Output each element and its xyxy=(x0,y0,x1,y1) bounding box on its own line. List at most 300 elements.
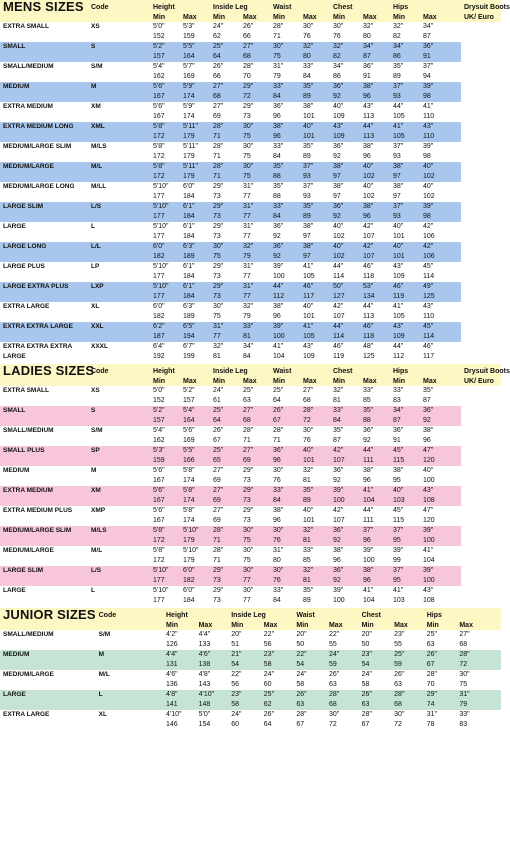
measure-imperial: 5'0" xyxy=(198,711,211,718)
measure-metric: 169 xyxy=(183,73,195,80)
measure-imperial: 28" xyxy=(243,427,254,434)
measure-metric: 67 xyxy=(361,721,370,728)
sub-header xyxy=(88,377,150,386)
measure-metric: 104 xyxy=(423,557,435,564)
measure-imperial: 33" xyxy=(273,203,284,210)
measure-metric: 78 xyxy=(426,721,435,728)
measure-metric: 102 xyxy=(363,193,375,200)
measure-metric: 100 xyxy=(363,557,375,564)
measure-metric: 91 xyxy=(393,437,401,444)
measure-imperial: 5'2" xyxy=(153,43,165,50)
measure-metric: 92 xyxy=(333,537,341,544)
section-title: LADIES SIZES xyxy=(3,363,95,378)
measure-imperial: 30" xyxy=(243,567,254,574)
measure-metric: 92 xyxy=(333,213,341,220)
measure-metric: 100 xyxy=(423,477,435,484)
sub-header: Max xyxy=(183,378,197,385)
measure-metric: 72 xyxy=(328,721,337,728)
measure-imperial: 32" xyxy=(303,527,314,534)
measure-imperial: 28" xyxy=(213,123,224,130)
measure-metric: 81 xyxy=(303,537,311,544)
measure-imperial: 6'0" xyxy=(183,567,195,574)
measure-metric: 63 xyxy=(394,681,402,688)
measure-imperial: 5'6" xyxy=(153,467,165,474)
measure-metric: 69 xyxy=(213,517,221,524)
measure-imperial: 39" xyxy=(363,547,374,554)
measure-imperial: 6'2" xyxy=(153,323,165,330)
measure-metric: 89 xyxy=(303,153,311,160)
column-header xyxy=(180,364,210,377)
measure-metric: 88 xyxy=(363,417,371,424)
measure-metric: 96 xyxy=(363,477,371,484)
measure-imperial: 30" xyxy=(213,303,224,310)
column-header: Drysuit Boots xyxy=(464,4,510,11)
empty-cell xyxy=(0,332,88,342)
empty-cell xyxy=(0,596,88,606)
measure-imperial: 33" xyxy=(363,387,374,394)
size-name: SMALL/MEDIUM xyxy=(3,631,54,638)
size-code: LXP xyxy=(91,283,104,290)
sub-header: Min xyxy=(273,378,286,385)
measure-metric: 125 xyxy=(423,293,435,300)
empty-cell xyxy=(0,476,88,486)
sub-header: Min xyxy=(426,622,439,629)
table-row xyxy=(0,42,501,52)
measure-metric: 71 xyxy=(273,33,281,40)
measure-imperial: 43" xyxy=(393,263,404,270)
measure-imperial: 31" xyxy=(243,263,254,270)
measure-metric: 56 xyxy=(263,641,272,648)
empty-cell xyxy=(0,152,88,162)
measure-imperial: 41" xyxy=(363,487,374,494)
size-code: L xyxy=(91,587,95,594)
measure-metric: 93 xyxy=(393,213,401,220)
size-name: EXTRA LARGE xyxy=(3,303,50,310)
empty-cell xyxy=(88,92,150,102)
size-code: L xyxy=(91,223,95,230)
measure-metric: 79 xyxy=(459,701,468,708)
measure-metric: 100 xyxy=(423,577,435,584)
measure-imperial: 27" xyxy=(213,103,224,110)
column-header: Hips xyxy=(393,368,409,375)
empty-cell xyxy=(88,252,150,262)
measure-imperial: 36" xyxy=(423,43,434,50)
measure-imperial: 35" xyxy=(303,203,314,210)
size-name: LARGE xyxy=(3,587,26,594)
measure-imperial: 46" xyxy=(423,343,434,350)
measure-metric: 72 xyxy=(303,417,311,424)
measure-metric: 106 xyxy=(423,233,435,240)
measure-imperial: 38" xyxy=(273,303,284,310)
measure-metric: 87 xyxy=(423,33,431,40)
measure-metric: 174 xyxy=(183,93,195,100)
column-header: Chest xyxy=(361,612,382,619)
measure-imperial: 33" xyxy=(333,407,344,414)
measure-imperial: 37" xyxy=(303,183,314,190)
table-row xyxy=(0,690,501,700)
table-row xyxy=(0,242,501,252)
measure-metric: 70 xyxy=(426,681,435,688)
measure-imperial: 22" xyxy=(231,671,242,678)
measure-metric: 54 xyxy=(296,661,305,668)
measure-metric: 157 xyxy=(153,417,165,424)
measure-metric: 92 xyxy=(273,253,281,260)
measure-metric: 192 xyxy=(153,353,165,360)
measure-metric: 87 xyxy=(423,397,431,404)
measure-imperial: 27" xyxy=(213,487,224,494)
measure-metric: 85 xyxy=(363,397,371,404)
measure-metric: 112 xyxy=(393,353,405,360)
measure-imperial: 30" xyxy=(273,527,284,534)
measure-metric: 63 xyxy=(243,397,251,404)
measure-metric: 94 xyxy=(423,73,431,80)
column-header xyxy=(180,0,210,13)
sub-header: Max xyxy=(363,378,377,385)
measure-imperial: 28" xyxy=(328,691,340,698)
empty-cell xyxy=(0,436,88,446)
empty-cell xyxy=(88,332,150,342)
measure-metric: 107 xyxy=(333,517,345,524)
column-header xyxy=(456,608,501,621)
measure-imperial: 34" xyxy=(243,343,254,350)
measure-metric: 99 xyxy=(393,557,401,564)
sub-header: Min xyxy=(333,14,346,21)
measure-imperial: 30" xyxy=(394,711,405,718)
sub-header: UK/ Euro xyxy=(464,14,494,21)
measure-metric: 105 xyxy=(303,273,315,280)
measure-metric: 84 xyxy=(333,417,341,424)
measure-metric: 96 xyxy=(273,517,281,524)
measure-metric: 117 xyxy=(423,353,435,360)
table-row xyxy=(0,506,501,516)
measure-metric: 75 xyxy=(273,53,281,60)
measure-metric: 95 xyxy=(393,537,401,544)
measure-metric: 92 xyxy=(423,417,431,424)
measure-metric: 167 xyxy=(153,517,165,524)
measure-imperial: 31" xyxy=(243,183,254,190)
measure-metric: 72 xyxy=(394,721,402,728)
size-name: SMALL PLUS xyxy=(3,447,45,454)
empty-cell xyxy=(0,212,88,222)
measure-imperial: 5'8" xyxy=(153,163,165,170)
measure-metric: 177 xyxy=(153,213,165,220)
measure-imperial: 42" xyxy=(363,243,374,250)
measure-imperial: 44" xyxy=(363,123,374,130)
measure-metric: 91 xyxy=(363,73,371,80)
measure-imperial: 44" xyxy=(363,507,374,514)
measure-metric: 101 xyxy=(393,233,405,240)
measure-metric: 118 xyxy=(363,333,375,340)
table-row xyxy=(0,62,501,72)
measure-metric: 110 xyxy=(423,113,435,120)
measure-metric: 152 xyxy=(153,397,165,404)
measure-imperial: 40" xyxy=(363,163,374,170)
measure-metric: 50 xyxy=(361,641,370,648)
size-code: S xyxy=(91,43,96,50)
measure-metric: 199 xyxy=(183,353,195,360)
measure-metric: 55 xyxy=(328,641,337,648)
measure-imperial: 24" xyxy=(296,671,307,678)
measure-metric: 75 xyxy=(243,537,251,544)
table-row xyxy=(0,222,501,232)
measure-metric: 76 xyxy=(333,33,341,40)
sub-header: Min xyxy=(213,14,226,21)
measure-metric: 76 xyxy=(273,577,281,584)
size-code: M/LS xyxy=(91,527,107,534)
measure-metric: 109 xyxy=(303,353,315,360)
table-row xyxy=(0,720,501,730)
size-name: MEDIUM xyxy=(3,651,30,658)
measure-imperial: 40" xyxy=(393,487,404,494)
section-table xyxy=(0,608,501,730)
measure-metric: 89 xyxy=(393,73,401,80)
measure-metric: 75 xyxy=(243,173,251,180)
size-code: XXXL xyxy=(91,343,108,350)
measure-imperial: 35" xyxy=(273,183,284,190)
measure-imperial: 27" xyxy=(243,447,254,454)
measure-metric: 96 xyxy=(423,437,431,444)
measure-metric: 109 xyxy=(333,113,345,120)
measure-metric: 159 xyxy=(183,33,195,40)
measure-metric: 104 xyxy=(273,353,285,360)
measure-imperial: 5'8" xyxy=(153,547,165,554)
measure-imperial: 5'2" xyxy=(183,387,195,394)
measure-metric: 148 xyxy=(198,701,211,708)
measure-imperial: 37" xyxy=(393,143,404,150)
measure-imperial: 39" xyxy=(273,263,284,270)
measure-metric: 96 xyxy=(273,457,281,464)
size-name: EXTRA LARGE xyxy=(3,711,50,718)
size-code: S xyxy=(91,407,96,414)
measure-imperial: 29" xyxy=(243,467,254,474)
measure-imperial: 28" xyxy=(459,651,470,658)
size-code: L/S xyxy=(91,203,102,210)
measure-metric: 100 xyxy=(423,537,435,544)
measure-metric: 167 xyxy=(153,497,165,504)
measure-imperial: 40" xyxy=(423,183,434,190)
measure-imperial: 22" xyxy=(263,631,275,638)
column-header: Chest xyxy=(333,4,353,11)
column-header: Code xyxy=(91,368,109,375)
empty-cell xyxy=(88,576,150,586)
empty-cell xyxy=(0,680,96,690)
measure-imperial: 43" xyxy=(363,103,374,110)
measure-imperial: 36" xyxy=(273,447,284,454)
measure-metric: 75 xyxy=(243,133,251,140)
measure-metric: 113 xyxy=(363,113,375,120)
measure-metric: 87 xyxy=(333,437,341,444)
measure-imperial: 30" xyxy=(303,23,314,30)
column-header: Height xyxy=(166,612,188,619)
size-name-cont: LARGE xyxy=(3,353,26,360)
measure-metric: 136 xyxy=(166,681,178,688)
empty-cell xyxy=(96,700,163,710)
measure-metric: 77 xyxy=(243,233,251,240)
measure-imperial: 39" xyxy=(423,567,434,574)
column-header xyxy=(391,608,424,621)
measure-metric: 87 xyxy=(393,417,401,424)
measure-imperial: 43" xyxy=(423,303,434,310)
empty-cell xyxy=(88,172,150,182)
sub-header: Min xyxy=(333,378,346,385)
measure-imperial: 35" xyxy=(303,143,314,150)
measure-imperial: 36" xyxy=(273,223,284,230)
table-row xyxy=(0,466,501,476)
empty-cell xyxy=(96,720,163,730)
measure-metric: 68 xyxy=(459,641,468,648)
sub-header: Min xyxy=(153,378,166,385)
measure-metric: 189 xyxy=(183,313,195,320)
size-code: S/M xyxy=(98,631,111,638)
measure-imperial: 5'4" xyxy=(183,407,195,414)
empty-cell xyxy=(88,556,150,566)
measure-imperial: 50" xyxy=(333,283,344,290)
empty-cell xyxy=(88,456,150,466)
empty-cell xyxy=(88,232,150,242)
empty-cell xyxy=(0,536,88,546)
measure-metric: 68 xyxy=(213,93,221,100)
table-row xyxy=(0,122,501,132)
measure-metric: 184 xyxy=(183,213,195,220)
measure-metric: 84 xyxy=(243,353,251,360)
table-row xyxy=(0,576,501,586)
empty-cell xyxy=(88,272,150,282)
measure-imperial: 30" xyxy=(459,671,470,678)
measure-imperial: 33" xyxy=(273,143,284,150)
measure-metric: 100 xyxy=(273,333,285,340)
empty-cell xyxy=(88,312,150,322)
measure-metric: 67 xyxy=(296,721,305,728)
measure-imperial: 39" xyxy=(423,143,434,150)
measure-imperial: 5'9" xyxy=(183,103,195,110)
measure-metric: 92 xyxy=(333,93,341,100)
measure-metric: 103 xyxy=(393,597,405,604)
measure-imperial: 4'4" xyxy=(198,631,211,638)
measure-imperial: 5'0" xyxy=(153,387,165,394)
table-row xyxy=(0,142,501,152)
measure-imperial: 30" xyxy=(243,587,254,594)
sub-header: Max xyxy=(303,378,317,385)
table-row xyxy=(0,182,501,192)
size-code: M/L xyxy=(98,671,110,678)
measure-imperial: 31" xyxy=(273,63,284,70)
measure-metric: 101 xyxy=(303,113,315,120)
column-header: Hips xyxy=(393,4,409,11)
measure-imperial: 24" xyxy=(213,387,224,394)
measure-metric: 68 xyxy=(243,53,251,60)
measure-imperial: 6'1" xyxy=(183,263,195,270)
measure-imperial: 40" xyxy=(393,223,404,230)
measure-metric: 50 xyxy=(296,641,305,648)
measure-imperial: 29" xyxy=(213,203,224,210)
size-name: MEDIUM/LARGE LONG xyxy=(3,183,75,190)
measure-imperial: 21" xyxy=(231,651,242,658)
measure-metric: 63 xyxy=(296,701,305,708)
measure-imperial: 43" xyxy=(423,587,434,594)
measure-imperial: 44" xyxy=(363,303,374,310)
column-header xyxy=(360,364,390,377)
empty-cell xyxy=(0,377,88,386)
measure-imperial: 23" xyxy=(361,651,372,658)
measure-imperial: 28" xyxy=(213,143,224,150)
measure-imperial: 41" xyxy=(273,343,284,350)
size-code: XML xyxy=(91,123,105,130)
measure-imperial: 41" xyxy=(393,123,404,130)
size-code: M xyxy=(98,651,105,658)
measure-metric: 114 xyxy=(423,273,435,280)
measure-imperial: 5'8" xyxy=(153,143,165,150)
size-name: EXTRA SMALL xyxy=(3,23,49,30)
measure-metric: 77 xyxy=(243,273,251,280)
measure-imperial: 32" xyxy=(303,43,314,50)
measure-metric: 126 xyxy=(166,641,178,648)
measure-imperial: 36" xyxy=(333,83,344,90)
measure-metric: 112 xyxy=(273,293,285,300)
measure-imperial: 30" xyxy=(243,163,254,170)
measure-metric: 174 xyxy=(183,113,195,120)
measure-imperial: 24" xyxy=(328,651,340,658)
size-code: M/LS xyxy=(91,143,107,150)
table-row xyxy=(0,406,501,416)
column-header: Inside Leg xyxy=(213,368,248,375)
empty-cell xyxy=(88,416,150,426)
measure-metric: 105 xyxy=(393,313,405,320)
measure-metric: 157 xyxy=(153,53,165,60)
measure-imperial: 5'10" xyxy=(153,283,169,290)
measure-imperial: 28" xyxy=(296,711,307,718)
measure-imperial: 38" xyxy=(363,203,374,210)
measure-metric: 127 xyxy=(333,293,345,300)
measure-metric: 101 xyxy=(303,313,315,320)
measure-metric: 117 xyxy=(303,293,315,300)
measure-metric: 174 xyxy=(183,517,195,524)
measure-imperial: 25" xyxy=(243,387,254,394)
empty-cell xyxy=(88,596,150,606)
measure-imperial: 28" xyxy=(213,547,224,554)
table-row xyxy=(0,22,501,32)
measure-metric: 68 xyxy=(243,417,251,424)
measure-metric: 92 xyxy=(363,437,371,444)
measure-metric: 89 xyxy=(303,497,311,504)
measure-metric: 120 xyxy=(423,517,435,524)
measure-imperial: 40" xyxy=(303,303,314,310)
measure-imperial: 5'10" xyxy=(153,587,169,594)
measure-imperial: 5'10" xyxy=(153,223,169,230)
measure-metric: 77 xyxy=(213,333,221,340)
measure-metric: 84 xyxy=(273,597,281,604)
empty-cell xyxy=(88,396,150,406)
measure-imperial: 5'8" xyxy=(183,507,195,514)
measure-metric: 95 xyxy=(393,477,401,484)
measure-metric: 104 xyxy=(363,497,375,504)
measure-imperial: 41" xyxy=(363,587,374,594)
measure-imperial: 32" xyxy=(333,387,344,394)
measure-metric: 89 xyxy=(303,213,311,220)
measure-metric: 84 xyxy=(273,93,281,100)
size-code: XM xyxy=(91,103,101,110)
measure-metric: 172 xyxy=(153,557,165,564)
measure-metric: 75 xyxy=(243,557,251,564)
measure-metric: 83 xyxy=(459,721,468,728)
sub-header: Max xyxy=(263,622,278,629)
measure-metric: 115 xyxy=(393,457,405,464)
measure-metric: 113 xyxy=(363,313,375,320)
measure-imperial: 36" xyxy=(273,103,284,110)
empty-cell xyxy=(88,536,150,546)
table-row xyxy=(0,386,501,396)
measure-metric: 67 xyxy=(213,437,221,444)
measure-metric: 84 xyxy=(273,497,281,504)
